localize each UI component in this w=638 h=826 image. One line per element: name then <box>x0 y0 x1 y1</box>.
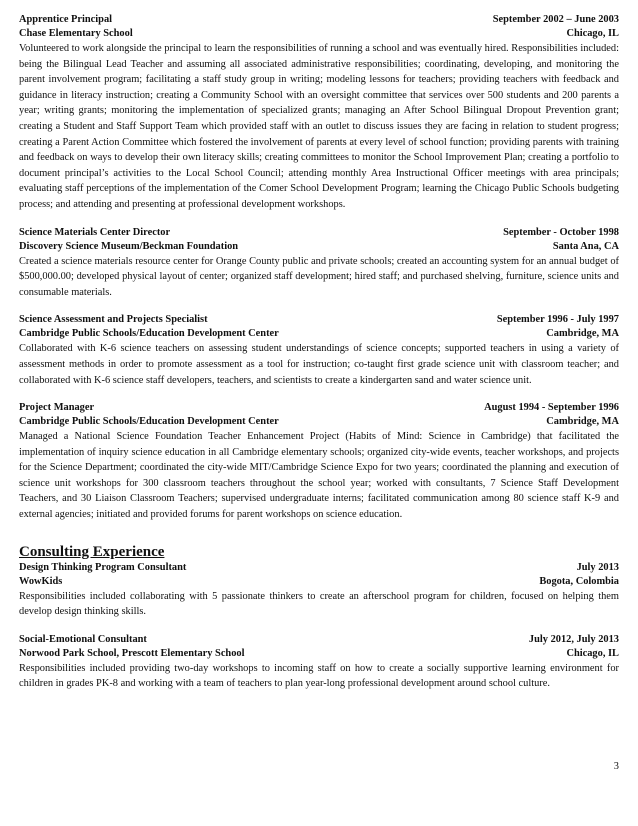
location: Chicago, IL <box>566 647 619 659</box>
job-title: Project Manager <box>19 402 95 414</box>
experience-entry-science-materials <box>19 226 619 301</box>
job-description: Volunteered to work alongside the principal to learn the responsibilities of running a school and was eventually hired. Responsibilities included: being the Bilingual Lead Teacher and assuming all associated administrative responsibilities; coordinating, developing, and monitoring the parent involvement program; facilitating a staff study group in writing; modeling lessons for teachers; providing teachers with feedback and guidance in literacy instruction; creating a Community School with an oversight committee that services over 500 students and 200 parents a year; writing grants; monitoring the implementation of specialized grants; managing an After School Bilingual Dropout Prevention grant; creating a Student and Staff Support Team which provided staff with an outlet to discuss issues they are facing in relation to student progress; creating a Parent Action Committee which fostered the involvement of parents at every level of school function; providing parents with training and feedback on ways to develop their own literacy skills; creating committees to monitor the School Improvement Plan; creating a portfolio to document principal’s activities to the Local School Council; attending monthly Area Instructional Officer meetings with area principals; evaluating staff perceptions of the implementation of the Comer School Development Program; learning the Chicago Public Schools budgeting process; and attending and presenting at professional development workshops. <box>19 43 619 210</box>
location: Chicago, IL <box>566 28 619 39</box>
job-description: Collaborated with K-6 science teachers on assessing student understandings of science concepts; supported teachers in using a variety of assessment methods in order to promote assessment as a tool for instruction; co-taught first grade science unit with classroom teacher; and collaborated with K-6 science staff developers, teachers, and scientists to create a kindergarten sand and water science unit. <box>19 343 619 386</box>
entry-header-row <box>19 313 619 327</box>
page-number: 3 <box>613 761 619 772</box>
organization: Norwood Park School, Prescott Elementary School <box>19 647 245 659</box>
job-title: Social-Emotional Consultant <box>19 633 147 645</box>
entry-header-row <box>19 401 619 415</box>
experience-entry-apprentice-principal <box>19 13 619 213</box>
job-description: Created a science materials resource center for Orange County public and private schools; created an accounting system for an annual budget of $500,000.00; developed physical layout of center; organized staff development; hired staff; and purchased shelving, furniture, science units and consumable materials. <box>19 255 619 298</box>
organization: Chase Elementary School <box>19 28 133 39</box>
consulting-section-heading: Consulting Experience <box>19 543 165 560</box>
entry-org-row <box>19 240 619 254</box>
job-dates: July 2012, July 2013 <box>528 633 619 645</box>
consulting-entry-social-emotional <box>19 633 619 692</box>
job-title: Design Thinking Program Consultant <box>19 561 187 573</box>
job-dates: September 2002 – June 2003 <box>492 14 619 25</box>
experience-entry-project-manager <box>19 401 619 523</box>
job-description: Responsibilities included providing two-day workshops to incoming staff on how to create a socially supportive learning environment for children in grades PK-8 and working with a team of teachers to plan year-long professional development around school culture. <box>19 662 619 690</box>
entry-org-row <box>19 575 619 589</box>
location: Cambridge, MA <box>546 416 619 428</box>
entry-header-row <box>19 226 619 240</box>
consulting-entry-design-thinking <box>19 561 619 620</box>
job-dates: August 1994 - September 1996 <box>484 402 619 414</box>
experience-entry-science-assessment <box>19 313 619 388</box>
job-dates: July 2013 <box>576 561 619 573</box>
entry-org-row <box>19 27 619 41</box>
job-title: Apprentice Principal <box>19 14 113 25</box>
job-title: Science Materials Center Director <box>19 226 171 238</box>
entry-org-row <box>19 327 619 341</box>
entry-org-row <box>19 647 619 661</box>
location: Cambridge, MA <box>546 328 619 340</box>
organization: WowKids <box>19 575 63 587</box>
resume-page <box>19 13 619 705</box>
job-dates: September 1996 - July 1997 <box>496 314 619 326</box>
organization: Discovery Science Museum/Beckman Foundation <box>19 240 239 252</box>
location: Santa Ana, CA <box>552 240 619 252</box>
job-title: Science Assessment and Projects Specialist <box>19 314 208 326</box>
organization: Cambridge Public Schools/Education Development Center <box>19 416 279 428</box>
job-description: Managed a National Science Foundation Teacher Enhancement Project (Habits of Mind: Science in Cambridge) that facilitated the implementation of inquiry science education in all Cambridge elementary schools; organized city-wide events, teacher workshops, and projects for the Science Department; coordinated the city-wide MIT/Cambridge Science Expo for two years; coordinated the planning and execution of science unit workshops for 300 classroom teachers throughout the school year; worked with consultants, 7 Science Staff Development Teachers, and 30 Liaison Classroom Teachers; supervised undergraduate interns; facilitated communication among 80 science staff K-9 and external agencies; initiated and provided forums for parent workshops on science education. <box>19 431 619 521</box>
entry-header-row <box>19 561 619 575</box>
organization: Cambridge Public Schools/Education Development Center <box>19 328 279 340</box>
location: Bogota, Colombia <box>539 575 619 587</box>
entry-header-row <box>19 633 619 647</box>
entry-org-row <box>19 415 619 429</box>
job-dates: September - October 1998 <box>503 226 619 238</box>
entry-header-row <box>19 13 619 27</box>
job-description: Responsibilities included collaborating with 5 passionate thinkers to create an afterschool program for children, focused on helping them develop design thinking skills. <box>19 590 619 618</box>
